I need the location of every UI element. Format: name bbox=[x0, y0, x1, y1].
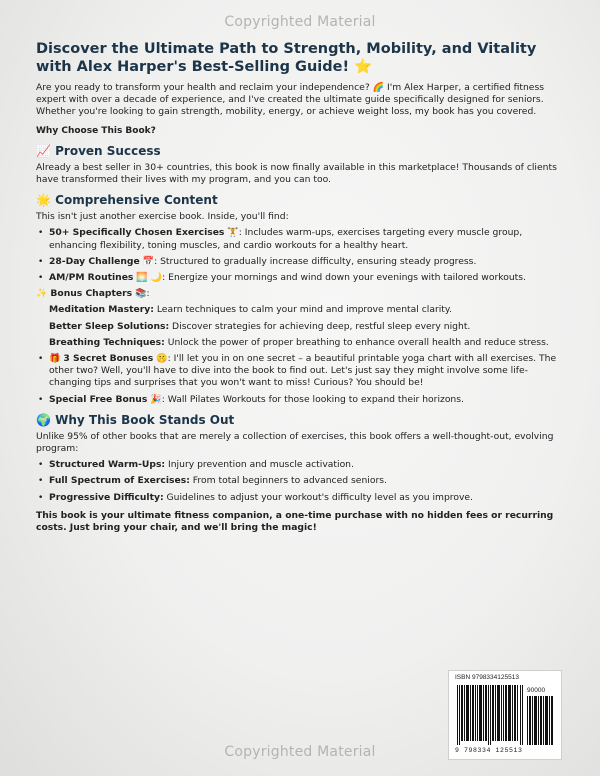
item-text: : Energize your mornings and wind down your evenings with tailored workouts. bbox=[162, 272, 526, 284]
stands-out-list bbox=[36, 459, 564, 504]
bullet-icon: • bbox=[38, 492, 44, 503]
sunrise-moon-icon: 🌅 🌙 bbox=[136, 272, 163, 284]
item-text: : Wall Pilates Workouts for those looking to expand their horizons. bbox=[161, 393, 464, 405]
bonus-chapter-label: Breathing Techniques: bbox=[49, 336, 165, 348]
list-item bbox=[36, 353, 564, 390]
bonus-chapters-colon: : bbox=[146, 288, 150, 300]
item-label: 28-Day Challenge bbox=[49, 255, 140, 267]
party-popper-icon: 🎉 bbox=[150, 393, 162, 405]
bonus-chapters-label: Bonus Chapters bbox=[50, 288, 133, 300]
proven-heading-text: Proven Success bbox=[55, 143, 161, 158]
watermark-top: Copyrighted Material bbox=[224, 14, 376, 30]
bullet-icon: • bbox=[38, 273, 44, 284]
title-text: Discover the Ultimate Path to Strength, Mobility, and Vitality with Alex Harper's Best-Selling Guide! bbox=[36, 41, 537, 75]
list-item bbox=[36, 492, 564, 504]
calendar-icon: 📅 bbox=[142, 255, 155, 267]
item-label: Structured Warm-Ups: bbox=[49, 459, 166, 471]
shushing-face-icon: 🤫 bbox=[156, 353, 168, 365]
list-item bbox=[36, 256, 564, 268]
isbn-number: 9 798334 125513 bbox=[455, 747, 523, 754]
list-item bbox=[36, 394, 564, 406]
bullet-icon: • bbox=[38, 394, 44, 405]
item-label: AM/PM Routines bbox=[49, 272, 134, 284]
why-choose-label: Why Choose This Book? bbox=[36, 125, 156, 136]
item-text: : Includes warm-ups, exercises targeting every muscle group, enhancing flexibility, toning muscles, and cardio workouts for a healthy heart. bbox=[49, 227, 523, 251]
isbn-label: ISBN 9798334125513 bbox=[455, 674, 519, 681]
item-label: Progressive Difficulty: bbox=[49, 491, 164, 503]
bonus-chapter-item bbox=[36, 337, 564, 349]
bonus-chapter-item bbox=[36, 304, 564, 316]
list-item bbox=[36, 475, 564, 487]
bonus-list bbox=[36, 353, 564, 406]
item-text: : I'll let you in on one secret – a beautiful printable yoga chart with all exercises. The other two? Well, you'll have to dive into the book to find out. Let's just say they might involve some life-changing tips and surprises that you won't want to miss! Curious? You should be! bbox=[49, 353, 557, 389]
stands-out-heading-text: Why This Book Stands Out bbox=[55, 412, 235, 427]
item-text: Guidelines to adjust your workout's difficulty level as you improve. bbox=[163, 491, 473, 503]
comprehensive-intro: This isn't just another exercise book. Inside, you'll find: bbox=[36, 211, 289, 223]
glowing-star-icon: 🌟 bbox=[36, 193, 51, 208]
list-item bbox=[36, 227, 564, 251]
chart-up-icon: 📈 bbox=[36, 143, 51, 158]
item-label: 3 Secret Bonuses bbox=[63, 353, 154, 365]
comprehensive-heading-text: Comprehensive Content bbox=[55, 193, 218, 208]
bullet-icon: • bbox=[38, 228, 44, 239]
bonus-chapter-label: Better Sleep Solutions: bbox=[49, 320, 170, 332]
gift-icon: 🎁 bbox=[49, 353, 61, 365]
star-icon: ⭐ bbox=[354, 59, 373, 75]
comprehensive-heading bbox=[36, 193, 564, 208]
bonus-chapter-text: Unlock the power of proper breathing to enhance overall health and reduce stress. bbox=[164, 336, 549, 348]
list-item bbox=[36, 459, 564, 471]
bonus-chapter-label: Meditation Mastery: bbox=[49, 304, 154, 316]
intro-text-1: Are you ready to transform your health and reclaim your independence? bbox=[36, 82, 373, 93]
intro-paragraph bbox=[36, 82, 564, 119]
item-text: From total beginners to advanced seniors. bbox=[189, 475, 387, 487]
item-label: Full Spectrum of Exercises: bbox=[49, 475, 190, 487]
intro-text-2: I'm Alex Harper, a certified fitness expert with over a decade of experience, and I've created the ultimate guide specifically designed for seniors. Whether you're looking to gain strength, mobility, energy, or achieve weight loss, my book has you covered. bbox=[36, 82, 545, 118]
item-label: 50+ Specifically Chosen Exercises bbox=[49, 227, 225, 239]
stands-out-intro: Unlike 95% of other books that are merely a collection of exercises, this book offers a well-thought-out, evolving program: bbox=[36, 430, 554, 455]
rainbow-icon: 🌈 bbox=[372, 82, 385, 93]
closing-statement: This book is your ultimate fitness companion, a one-time purchase with no hidden fees or recurring costs. Just bring your chair, and we'll bring the magic! bbox=[36, 509, 554, 534]
weightlifter-icon: 🏋 bbox=[227, 227, 239, 239]
description-block bbox=[36, 40, 564, 534]
item-text: Injury prevention and muscle activation. bbox=[165, 459, 354, 471]
bullet-icon: • bbox=[38, 354, 44, 365]
globe-icon: 🌍 bbox=[36, 412, 51, 427]
bonus-chapter-text: Discover strategies for achieving deep, restful sleep every night. bbox=[169, 320, 471, 332]
bonus-chapters-heading bbox=[36, 288, 564, 300]
stands-out-heading bbox=[36, 413, 564, 428]
bonus-chapter-text: Learn techniques to calm your mind and improve mental clarity. bbox=[153, 304, 452, 316]
item-label: Special Free Bonus bbox=[49, 393, 148, 405]
price-code: 90000 bbox=[527, 687, 546, 694]
bullet-icon: • bbox=[38, 256, 44, 267]
sparkles-icon: ✨ bbox=[36, 288, 48, 300]
books-icon: 📚 bbox=[135, 288, 147, 300]
price-barcode-bars bbox=[527, 696, 553, 745]
item-text: : Structured to gradually increase difficulty, ensuring steady progress. bbox=[154, 255, 477, 267]
page-title bbox=[36, 40, 564, 76]
bonus-chapter-item bbox=[36, 321, 564, 333]
list-item bbox=[36, 272, 564, 284]
watermark-bottom: Copyrighted Material bbox=[224, 744, 376, 760]
bullet-icon: • bbox=[38, 476, 44, 487]
proven-text: Already a best seller in 30+ countries, this book is now finally available in this marketplace! Thousands of clients have transformed their lives with my program, and you can too. bbox=[36, 161, 557, 186]
proven-heading bbox=[36, 144, 564, 159]
barcode-bars bbox=[457, 685, 523, 745]
content-list bbox=[36, 227, 564, 284]
bullet-icon: • bbox=[38, 460, 44, 471]
